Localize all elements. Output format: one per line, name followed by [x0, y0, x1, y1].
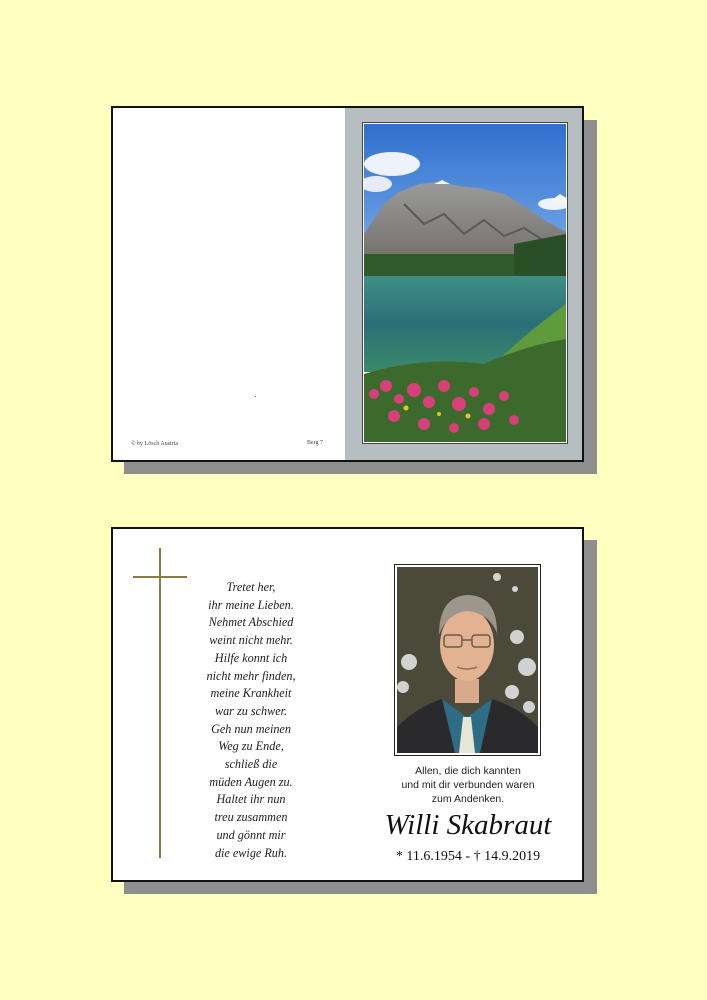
- poem-line: Nehmet Abschied: [208, 615, 294, 630]
- landscape-photo: [364, 124, 566, 442]
- landscape-photo-frame: [362, 122, 568, 444]
- portrait-photo: [397, 567, 538, 753]
- poem-line: müden Augen zu.: [209, 774, 293, 789]
- poem-line: Geh nun meinen: [211, 721, 291, 736]
- poem-line: Weg zu Ende,: [218, 739, 284, 754]
- card-front: [111, 106, 584, 462]
- cross-horizontal-beam: [133, 576, 187, 578]
- poem-line: weint nicht mehr.: [209, 633, 293, 648]
- dedication-line: und mit dir verbunden waren: [401, 779, 535, 791]
- design-code: Berg 7: [307, 440, 324, 446]
- life-dates: * 11.6.1954 - † 14.9.2019: [395, 849, 541, 864]
- cross-vertical-beam: [159, 548, 161, 858]
- cloud: [364, 152, 420, 176]
- poem-line: nicht mehr finden,: [206, 668, 296, 683]
- poem-line: ihr meine Lieben.: [208, 597, 294, 612]
- deceased-name: Willi Skabraut: [384, 809, 552, 841]
- portrait-frame: [394, 564, 541, 756]
- copyright-text: © by Lösch Austria: [131, 441, 179, 447]
- dedication-line: Allen, die dich kannten: [415, 765, 521, 777]
- face: [440, 609, 494, 681]
- poem-line: Tretet her,: [226, 580, 276, 594]
- poem-line: meine Krankheit: [210, 686, 292, 701]
- stray-dot: [255, 396, 256, 397]
- card-front-blank-side: [113, 108, 345, 460]
- card-inside: [111, 527, 584, 882]
- poem-line: treu zusammen: [214, 810, 288, 825]
- poem-line: und gönnt mir: [216, 827, 286, 842]
- poem: [191, 579, 311, 862]
- poem-line: die ewige Ruh.: [214, 845, 288, 860]
- poem-line: Hilfe konnt ich: [214, 650, 288, 665]
- neck: [455, 679, 479, 703]
- poem-line: war zu schwer.: [214, 703, 288, 718]
- dedication-line: zum Andenken.: [431, 793, 505, 805]
- poem-line: schließ die: [224, 757, 278, 772]
- poem-line: Haltet ihr nun: [216, 792, 286, 807]
- card-front-picture-side: [345, 108, 582, 460]
- dedication: [373, 764, 563, 806]
